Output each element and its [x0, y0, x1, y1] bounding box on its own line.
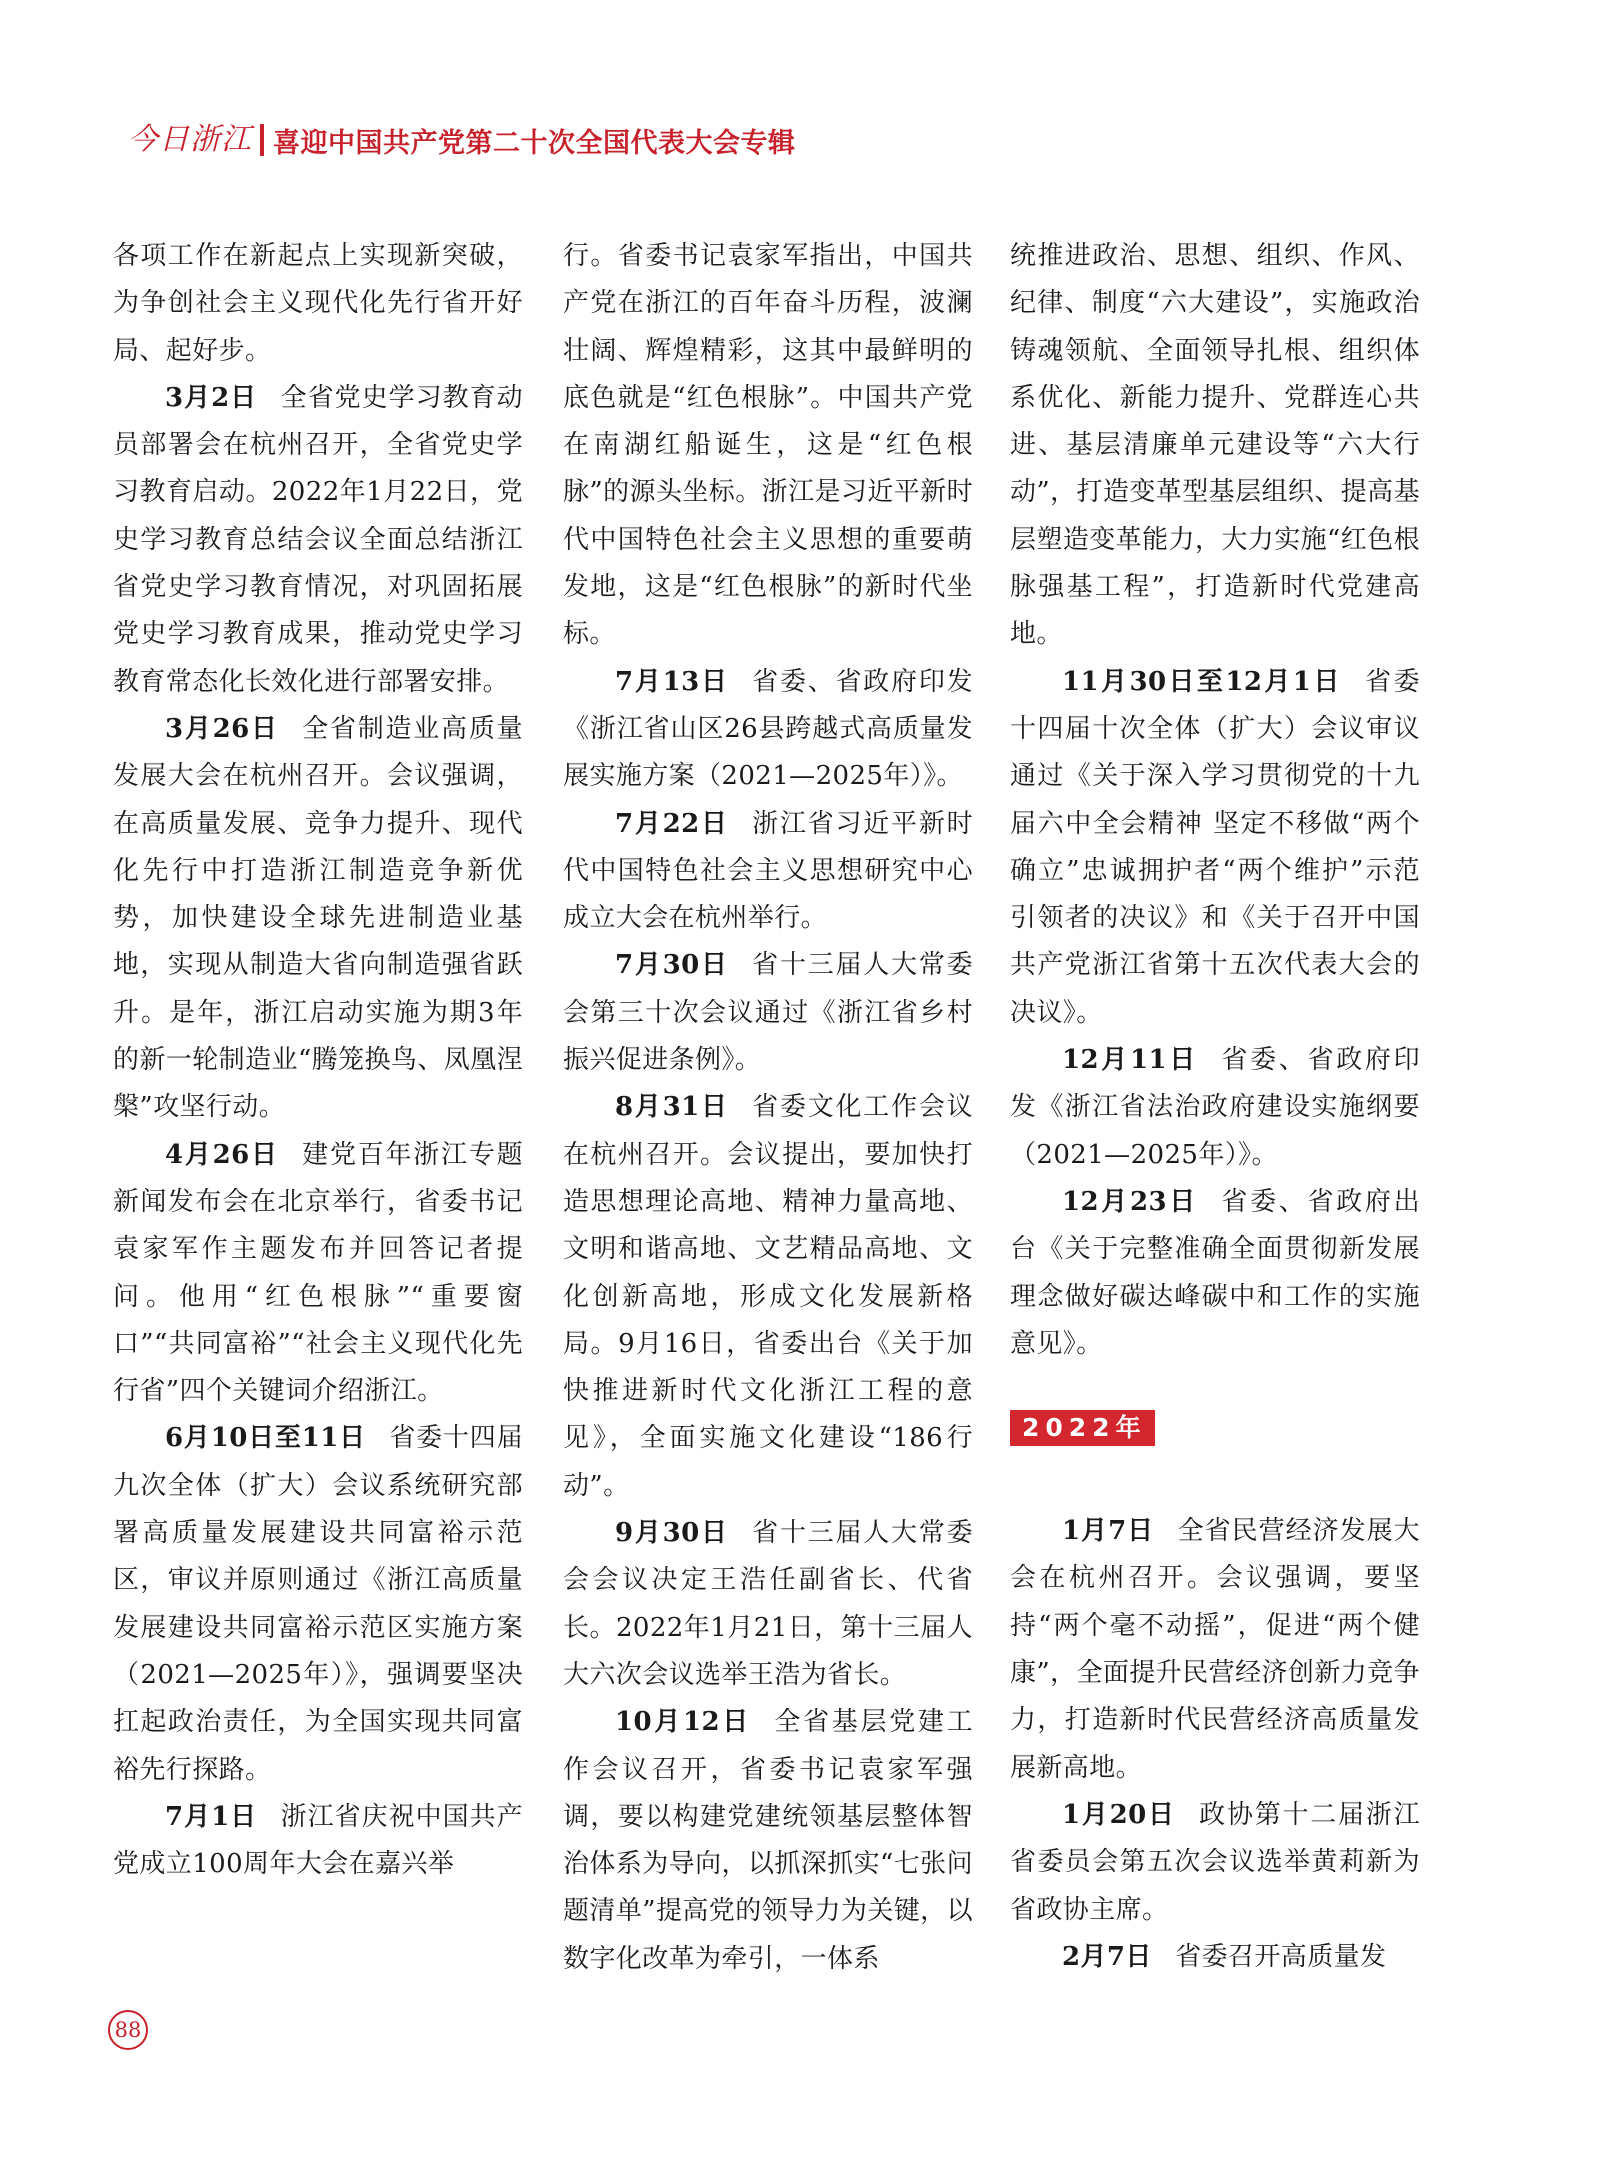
timeline-entry [1010, 1179, 1420, 1368]
timeline-entry [563, 942, 973, 1084]
text-column-1 [113, 233, 523, 1888]
year-heading [1010, 1368, 1420, 1508]
timeline-entry [113, 1415, 523, 1793]
timeline-entry [563, 801, 973, 943]
entry-date: 10月12日 [615, 1707, 751, 1738]
entry-text: 浙江省庆祝中国共产党成立100周年大会在嘉兴举 [113, 1801, 523, 1880]
timeline-entry [113, 1132, 523, 1416]
entry-text: 省委召开高质量发 [1175, 1941, 1387, 1972]
timeline-entry [113, 375, 523, 706]
timeline-entry [563, 1510, 973, 1699]
entry-text: 浙江省习近平新时代中国特色社会主义思想研究中心成立大会在杭州举行。 [563, 808, 973, 934]
entry-date: 9月30日 [615, 1518, 729, 1549]
entry-text: 全省党史学习教育动员部署会在杭州召开，全省党史学习教育启动。2022年1月22日，党史学习教育总结会议全面总结浙江省党史学习教育情况，对巩固拓展党史学习教育成果，推动党史学习教育常态化长效化进行部署安排。 [113, 382, 523, 697]
header-divider [260, 124, 264, 156]
entry-date: 1月7日 [1062, 1516, 1155, 1547]
entry-text: 全省制造业高质量发展大会在杭州召开。会议强调，在高质量发展、竞争力提升、现代化先行中打造浙江制造竞争新优势，加快建设全球先进制造业基地，实现从制造大省向制造强省跃升。是年，浙江启动实施为期3年的新一轮制造业“腾笼换鸟、凤凰涅槃”攻坚行动。 [113, 713, 523, 1123]
timeline-entry [563, 659, 973, 801]
entry-text: 省委、省政府出台《关于完整准确全面贯彻新发展理念做好碳达峰碳中和工作的实施意见》。 [1010, 1186, 1420, 1359]
entry-date: 12月11日 [1062, 1045, 1198, 1076]
timeline-entry [563, 1699, 973, 1983]
entry-text: 省委、省政府印发《浙江省法治政府建设实施纲要（2021—2025年）》。 [1010, 1045, 1420, 1170]
entry-date: 3月2日 [165, 382, 258, 413]
entry-date: 3月26日 [165, 713, 279, 744]
year-badge: 2022年 [1010, 1410, 1155, 1446]
entry-text: 省十三届人大常委会会议决定王浩任副省长、代省长。2022年1月21日，第十三届人大六次会议选举王浩为省长。 [563, 1518, 973, 1690]
timeline-entry [1010, 1934, 1420, 1981]
timeline-entry [1010, 1508, 1420, 1792]
entry-date: 7月22日 [615, 808, 729, 839]
section-title: 喜迎中国共产党第二十次全国代表大会专辑 [273, 127, 796, 159]
timeline-entry [563, 1084, 973, 1510]
entry-date: 2月7日 [1062, 1941, 1152, 1972]
text-column-3 [1010, 233, 1420, 1981]
timeline-entry [1010, 1792, 1420, 1934]
entry-date: 8月31日 [615, 1092, 729, 1123]
entry-date: 1月20日 [1062, 1799, 1176, 1830]
entry-text: 省委十四届十次全体（扩大）会议审议通过《关于深入学习贯彻党的十九届六中全会精神 坚定不移做“两个确立”忠诚拥护者“两个维护”示范引领者的决议》和《关于召开中国共产党浙江省第十五次代表大会的决议》。 [1010, 666, 1420, 1028]
entry-text: 建党百年浙江专题新闻发布会在北京举行，省委书记袁家军作主题发布并回答记者提问。他用“红色根脉”“重要窗口”“共同富裕”“社会主义现代化先行省”四个关键词介绍浙江。 [113, 1139, 523, 1407]
entry-date: 6月10日至11日 [165, 1423, 366, 1454]
entry-text: 全省民营经济发展大会在杭州召开。会议强调，要坚持“两个毫不动摇”，促进“两个健康”，全面提升民营经济创新力竞争力，打造新时代民营经济高质量发展新高地。 [1010, 1516, 1420, 1783]
entry-date: 4月26日 [165, 1139, 279, 1170]
page-number: 88 [108, 2010, 148, 2050]
page-header [128, 118, 796, 162]
entry-text: 省委十四届九次全体（扩大）会议系统研究部署高质量发展建设共同富裕示范区，审议并原则通过《浙江高质量发展建设共同富裕示范区实施方案（2021—2025年）》，强调要坚决扛起政治责任，为全国实现共同富裕先行探路。 [113, 1423, 523, 1785]
magazine-logo: 今日浙江 [128, 122, 252, 157]
timeline-entry [1010, 659, 1420, 1037]
entry-date: 7月13日 [615, 666, 729, 697]
text-column-2 [563, 233, 973, 1983]
entry-text: 全省基层党建工作会议召开，省委书记袁家军强调，要以构建党建统领基层整体智治体系为导向，以抓深抓实“七张问题清单”提高党的领导力为关键，以数字化改革为牵引，一体系 [563, 1707, 973, 1974]
entry-date: 7月30日 [615, 950, 729, 981]
timeline-entry [1010, 1037, 1420, 1179]
entry-date: 11月30日至12月1日 [1062, 666, 1342, 697]
entry-text: 政协第十二届浙江省委员会第五次会议选举黄莉新为省政协主席。 [1010, 1799, 1420, 1925]
paragraph: 行。省委书记袁家军指出，中国共产党在浙江的百年奋斗历程，波澜壮阔、辉煌精彩，这其中最鲜明的底色就是“红色根脉”。中国共产党在南湖红船诞生，这是“红色根脉”的源头坐标。浙江是习近平新时代中国特色社会主义思想的重要萌发地，这是“红色根脉”的新时代坐标。 [563, 241, 973, 650]
timeline-entry [113, 706, 523, 1132]
entry-date: 7月1日 [165, 1801, 258, 1832]
paragraph: 统推进政治、思想、组织、作风、纪律、制度“六大建设”，实施政治铸魂领航、全面领导扎根、组织体系优化、新能力提升、党群连心共进、基层清廉单元建设等“六大行动”，打造变革型基层组织、提高基层塑造变革能力，大力实施“红色根脉强基工程”，打造新时代党建高地。 [1010, 241, 1420, 650]
entry-date: 12月23日 [1062, 1186, 1198, 1217]
entry-text: 省委文化工作会议在杭州召开。会议提出，要加快打造思想理论高地、精神力量高地、文明和谐高地、文艺精品高地、文化创新高地，形成文化发展新格局。9月16日，省委出台《关于加快推进新时代文化浙江工程的意见》，全面实施文化建设“186行动”。 [563, 1092, 973, 1501]
paragraph: 各项工作在新起点上实现新突破，为争创社会主义现代化先行省开好局、起好步。 [113, 241, 523, 366]
entry-text: 省委、省政府印发《浙江省山区26县跨越式高质量发展实施方案（2021—2025年）》。 [563, 666, 973, 792]
entry-text: 省十三届人大常委会第三十次会议通过《浙江省乡村振兴促进条例》。 [563, 950, 973, 1076]
timeline-entry [113, 1794, 523, 1889]
